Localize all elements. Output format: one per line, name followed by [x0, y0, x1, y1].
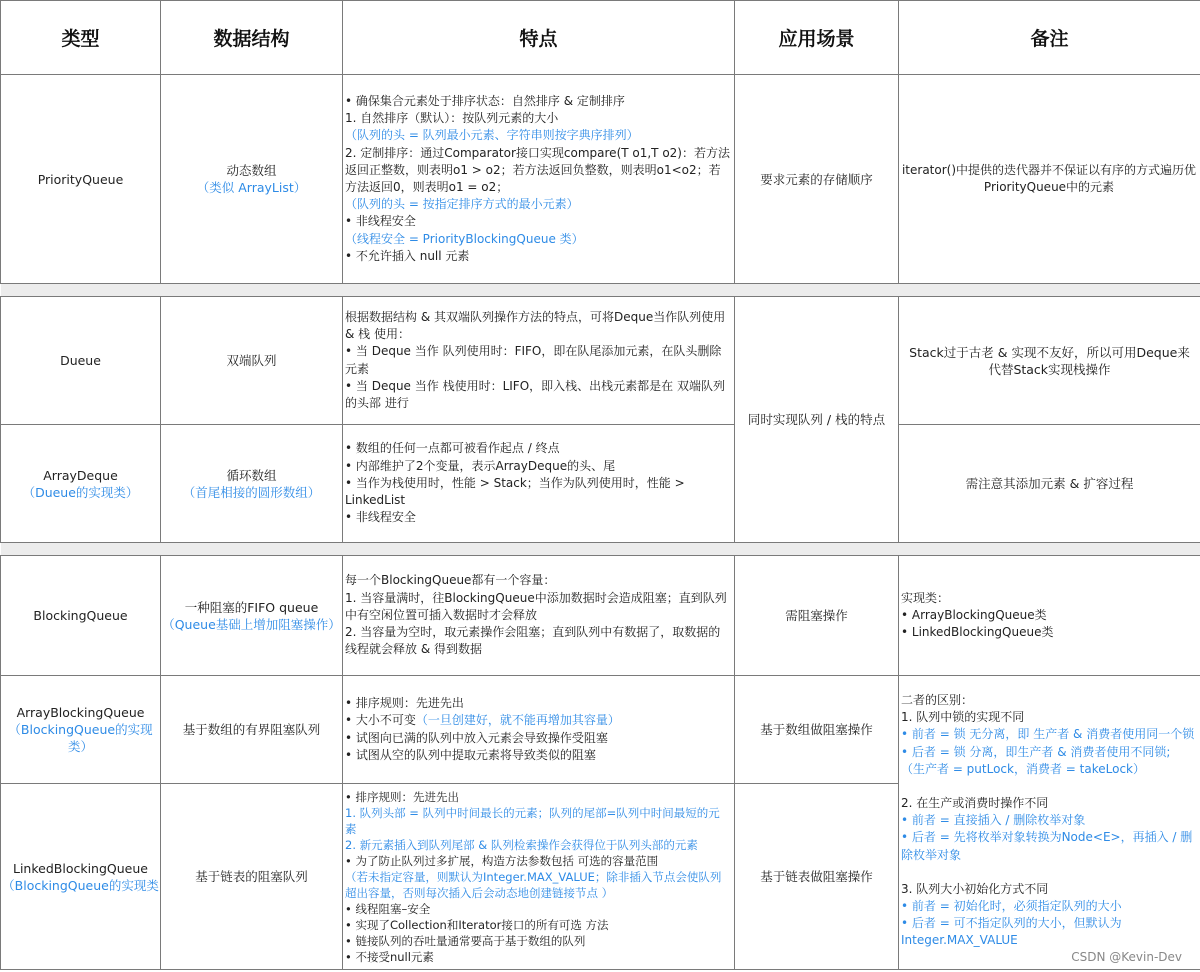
feature-line: 2. 当容量为空时，取元素操作会阻塞；直到队列中有数据了，取数据的线程就会释放 & 得到数据	[345, 625, 721, 657]
type-sub: （BlockingQueue的实现类	[2, 877, 159, 893]
type-sub: （BlockingQueue的实现类）	[8, 722, 153, 754]
type-sub: （Dueue的实现类）	[22, 484, 139, 500]
note-line: 1. 队列中锁的实现不同	[901, 710, 1025, 725]
feature-line: • 不接受null元素	[345, 949, 434, 964]
group-separator	[1, 543, 1200, 556]
note-cell-diff	[899, 676, 1200, 970]
feature-line: • 当作为栈使用时，性能 > Stack；当作为队列使用时，性能 > LinkedList	[345, 475, 685, 508]
type-name: BlockingQueue	[33, 608, 128, 623]
structure-cell	[161, 556, 343, 676]
structure-name: 动态数组	[226, 163, 277, 178]
feature-line: • 实现了Collection和Iterator接口的所有可选 方法	[345, 917, 609, 932]
structure-name: 基于数组的有界阻塞队列	[182, 722, 321, 737]
structure-cell	[161, 784, 343, 970]
scene-cell: 需阻塞操作	[735, 556, 899, 676]
scene-cell: 基于数组做阻塞操作	[735, 676, 899, 784]
header-note: 备注	[899, 1, 1200, 75]
note-line: • 前者 = 锁 无分离，即 生产者 & 消费者使用同一个锁	[901, 727, 1195, 742]
note-line: （生产者 = putLock，消费者 = takeLock）	[901, 761, 1145, 776]
feature-line: • 试图从空的队列中提取元素将导致类似的阻塞	[345, 747, 596, 762]
feature-line: • 排序规则：先进先出	[345, 696, 464, 711]
type-name: ArrayBlockingQueue	[16, 705, 145, 720]
type-name: Dueue	[60, 353, 101, 368]
feature-line: 1. 自然排序（默认）：按队列元素的大小	[345, 111, 559, 126]
features-cell	[343, 75, 735, 284]
structure-sub: （首尾相接的圆形数组）	[182, 484, 321, 500]
feature-line: • 试图向已满的队列中放入元素会导致操作受阻塞	[345, 730, 608, 745]
feature-line: • 排序规则：先进先出	[345, 789, 459, 804]
structure-name: 一种阻塞的FIFO queue	[184, 599, 319, 615]
header-row	[1, 1, 1200, 75]
type-cell	[1, 556, 161, 676]
feature-line: 1. 当容量满时，往BlockingQueue中添加数据时会造成阻塞；直到队列中有空闲位置可插入数据时才会释放	[345, 590, 727, 622]
feature-text: • 大小不可变	[345, 713, 416, 728]
type-cell	[1, 297, 161, 425]
structure-cell	[161, 297, 343, 425]
feature-line: • 链接队列的吞吐量通常要高于基于数组的队列	[345, 933, 586, 948]
feature-line: 根据数据结构 & 其双端队列操作方法的特点，可将Deque当作队列使用 & 栈 使用：	[345, 309, 726, 342]
structure-name: 循环数组	[226, 467, 277, 483]
header-type: 类型	[1, 1, 161, 75]
feature-line: • 线程阻塞–安全	[345, 901, 431, 916]
feature-line: • 当 Deque 当作 队列使用时：FIFO，即在队尾添加元素，在队头删除元素	[345, 344, 722, 376]
note-cell	[899, 556, 1200, 676]
note-line: • 后者 = 锁 分离，即生产者 & 消费者使用不同锁;	[901, 744, 1171, 759]
feature-line: • 不允许插入 null 元素	[345, 248, 470, 263]
note-line: 二者的区别：	[901, 693, 974, 707]
type-cell	[1, 425, 161, 543]
header-scene: 应用场景	[735, 1, 899, 75]
structure-sub: （类似 ArrayList）	[196, 180, 307, 195]
feature-line: • 非线程安全	[345, 214, 416, 229]
row-priority-queue	[1, 75, 1200, 284]
note-line: 实现类：	[901, 590, 950, 605]
feature-line: • 当 Deque 当作 栈使用时：LIFO，即入栈、出栈元素都是在 双端队列的头部 进行	[345, 378, 725, 410]
header-structure: 数据结构	[161, 1, 343, 75]
type-name: LinkedBlockingQueue	[13, 860, 148, 876]
feature-line: 2. 定制排序：通过Comparator接口实现compare(T o1,T o2)：若方法返回正整数，则表明o1 > o2；若方法返回负整数，则表明o1<o2；若方法返回0，则表明o1 = o2；	[345, 145, 730, 194]
scene-cell: 要求元素的存储顺序	[735, 75, 899, 284]
feature-line: • 数组的任何一点都可被看作起点 / 终点	[345, 441, 560, 456]
note-line: • 前者 = 初始化时，必须指定队列的大小	[901, 899, 1122, 914]
note-spacer	[901, 778, 1197, 795]
scene-cell: 同时实现队列 / 栈的特点	[735, 297, 899, 543]
feature-line: • 确保集合元素处于排序状态：自然排序 & 定制排序	[345, 93, 625, 108]
feature-line: （线程安全 = PriorityBlockingQueue 类）	[345, 231, 584, 246]
type-name: PriorityQueue	[37, 171, 124, 187]
note-cell: 需注意其添加元素 & 扩容过程	[899, 425, 1200, 543]
features-cell	[343, 676, 735, 784]
feature-line: （队列的头 = 队列最小元素、字符串则按字典序排列）	[345, 128, 639, 143]
feature-line: 每一个BlockingQueue都有一个容量：	[345, 573, 556, 588]
note-spacer	[901, 864, 1197, 881]
row-dueue	[1, 297, 1200, 425]
note-cell: Stack过于古老 & 实现不友好，所以可用Deque来代替Stack实现栈操作	[899, 297, 1200, 425]
note-line: • ArrayBlockingQueue类	[901, 607, 1047, 622]
feature-line: （若未指定容量，则默认为Integer.MAX_VALUE；除非插入节点会使队列超出容量，否则每次插入后会动态地创建链接节点 ）	[345, 869, 722, 900]
type-cell	[1, 75, 161, 284]
scene-cell: 基于链表做阻塞操作	[735, 784, 899, 970]
structure-cell	[161, 676, 343, 784]
header-features: 特点	[343, 1, 735, 75]
note-line: • 后者 = 可不指定队列的大小，但默认为Integer.MAX_VALUE	[901, 916, 1122, 948]
structure-name: 基于链表的阻塞队列	[195, 869, 308, 884]
note-line: • 后者 = 先将枚举对象转换为Node<E>，再插入 / 删除枚举对象	[901, 830, 1193, 862]
feature-line: • 非线程安全	[345, 510, 416, 525]
note-line: 2. 在生产或消费时操作不同	[901, 796, 1049, 811]
structure-cell	[161, 425, 343, 543]
type-cell	[1, 676, 161, 784]
feature-line	[345, 712, 731, 729]
note-line: 3. 队列大小初始化方式不同	[901, 881, 1049, 896]
structure-name: 双端队列	[226, 353, 277, 368]
features-cell	[343, 784, 735, 970]
group-separator	[1, 284, 1200, 297]
structure-cell	[161, 75, 343, 284]
features-cell	[343, 425, 735, 543]
type-name: ArrayDeque	[43, 467, 118, 483]
note-line: • LinkedBlockingQueue类	[901, 625, 1054, 640]
feature-line: （队列的头 = 按指定排序方式的最小元素）	[345, 197, 579, 212]
note-line: • 前者 = 直接插入 / 删除枚举对象	[901, 813, 1086, 828]
feature-line: 2. 新元素插入到队列尾部 & 队列检索操作会获得位于队列头部的元素	[345, 837, 698, 852]
feature-note: （一旦创建好，就不能再增加其容量）	[415, 713, 620, 728]
watermark: CSDN @Kevin-Dev	[1071, 950, 1182, 964]
note-cell: iterator()中提供的迭代器并不保证以有序的方式遍历优PriorityQueue中的元素	[899, 75, 1200, 284]
features-cell	[343, 297, 735, 425]
features-cell	[343, 556, 735, 676]
type-cell	[1, 784, 161, 970]
row-blocking-queue	[1, 556, 1200, 676]
feature-line: • 内部维护了2个变量，表示ArrayDeque的头、尾	[345, 458, 616, 473]
feature-line: 1. 队列头部 = 队列中时间最长的元素；队列的尾部=队列中时间最短的元素	[345, 805, 720, 836]
row-array-deque	[1, 425, 1200, 543]
row-array-blocking-queue	[1, 676, 1200, 784]
structure-sub: （Queue基础上增加阻塞操作）	[162, 616, 341, 632]
feature-line: • 为了防止队列过多扩展，构造方法参数包括 可选的容量范围	[345, 853, 659, 868]
